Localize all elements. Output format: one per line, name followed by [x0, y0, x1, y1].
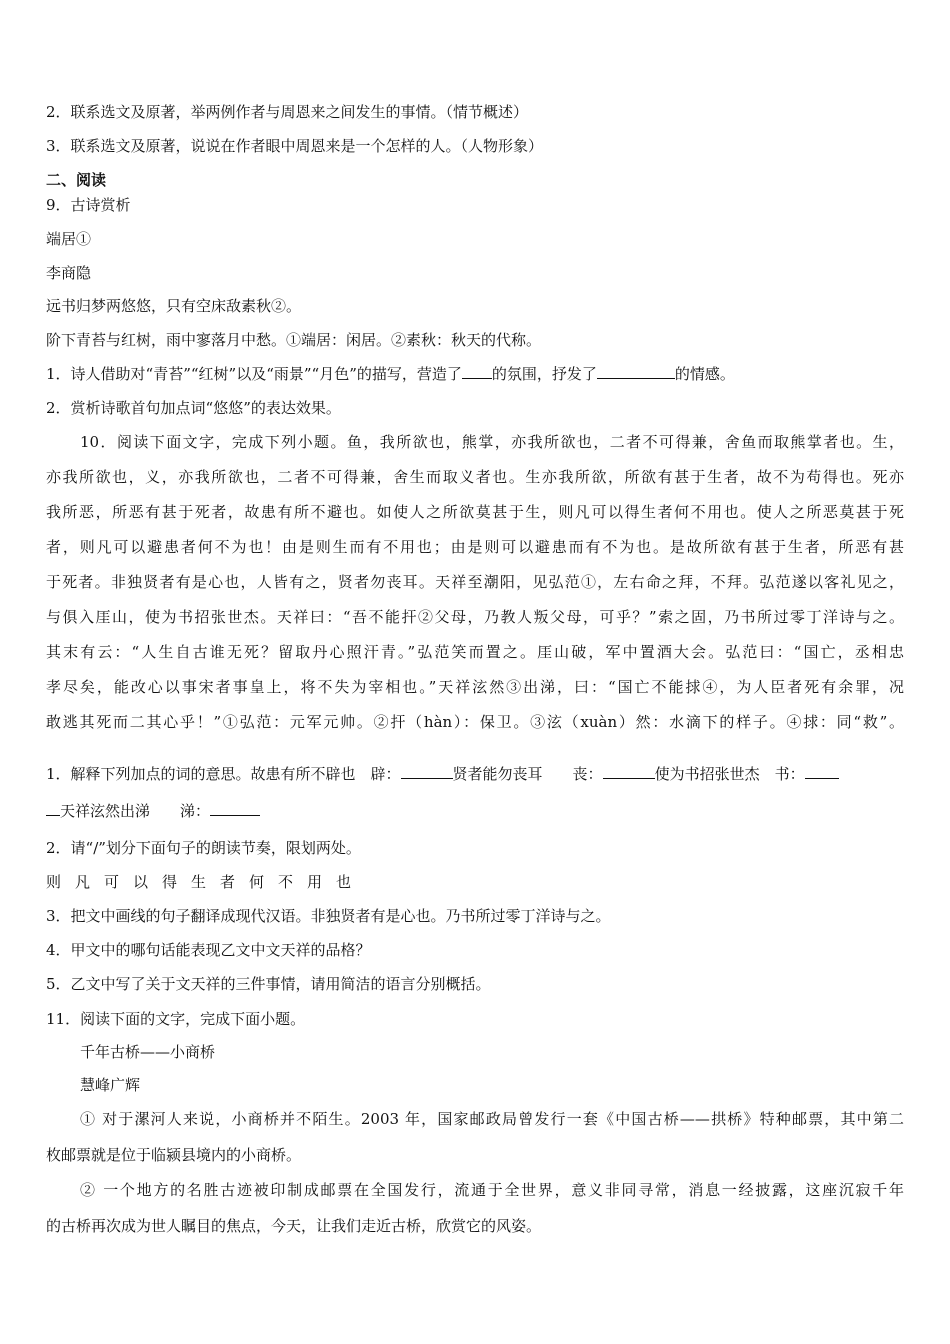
question-9-2: 2．赏析诗歌首句加点词“悠悠”的表达效果。 — [46, 399, 341, 417]
poem-author: 李商隐 — [46, 264, 92, 282]
article-author: 慧峰广辉 — [80, 1076, 141, 1094]
question-8-2: 2．联系选文及原著，举两例作者与周恩来之间发生的事情。（情节概述） — [46, 103, 529, 121]
q10-1-text-d: 天祥泫然出涕 涕： — [60, 802, 211, 820]
q9-1-text-c: 的情感。 — [674, 365, 735, 383]
answer-blank[interactable] — [603, 764, 655, 779]
answer-blank[interactable] — [46, 801, 60, 816]
passage-10-line: 于死者。非独贤者有是心也，人皆有之，贤者勿丧耳。天祥至潮阳，见弘范①，左右命之拜，不拜。弘范遂以客礼见之， — [46, 573, 904, 591]
answer-blank[interactable] — [401, 764, 453, 779]
section-heading-reading: 二、阅读 — [46, 171, 107, 189]
passage-10-line: 其末有云：“人生自古谁无死？留取丹心照汗青。”弘范笑而置之。厓山破，军中置酒大会。弘范曰：“国亡，丞相忠 — [46, 643, 904, 661]
article-title: 千年古桥——小商桥 — [80, 1043, 216, 1061]
passage-10-line: 亦我所欲也，义，亦我所欲也，二者不可得兼，舍生而取义者也。生亦我所欲，所欲有甚于生者，故不为苟得也。死亦 — [46, 468, 904, 486]
question-10-3: 3．把文中画线的句子翻译成现代汉语。非独贤者有是心也。乃书所过零丁洋诗与之。 — [46, 907, 611, 925]
passage-10-line: 孝尽矣，能改心以事宋者事皇上，将不失为宰相也。”天祥泫然③出涕，曰：“国亡不能捄④，为人臣者死有余罪，况 — [46, 678, 904, 696]
answer-blank[interactable] — [597, 364, 675, 379]
answer-blank[interactable] — [210, 801, 260, 816]
question-11-title: 11．阅读下面的文字，完成下面小题。 — [46, 1010, 306, 1028]
q9-1-text-a: 1．诗人借助对“青苔”“红树”以及“雨景”“月色”的描写，营造了 — [46, 365, 462, 383]
question-10-1 — [46, 764, 839, 784]
question-10-2-sentence: 则凡可以得生者何不用也 — [46, 873, 366, 891]
poem-line-2: 阶下青苔与红树，雨中寥落月中愁。①端居：闲居。②素秋：秋天的代称。 — [46, 331, 542, 349]
article-paragraph-1: ① 对于漯河人来说，小商桥并不陌生。2003 年，国家邮政局曾发行一套《中国古桥——拱桥》特种邮票，其中第二 — [80, 1110, 904, 1128]
article-paragraph-2-cont: 的古桥再次成为世人瞩目的焦点，今天，让我们走近古桥，欣赏它的风姿。 — [46, 1217, 542, 1235]
article-paragraph-1-cont: 枚邮票就是位于临颍县境内的小商桥。 — [46, 1146, 302, 1164]
question-9-1 — [46, 364, 735, 384]
q10-1-text-b: 贤者能勿丧耳 丧： — [452, 765, 603, 783]
answer-blank[interactable] — [462, 364, 492, 379]
passage-10-line: 敢逃其死而二其心乎！”①弘范：元军元帅。②扞（hàn）：保卫。③泫（xuàn）然：水滴下的样子。④捄：同“救”。 — [46, 713, 904, 731]
q10-1-text-a: 1．解释下列加点的词的意思。故患有所不辟也 辟： — [46, 765, 401, 783]
question-10-4: 4．甲文中的哪句话能表现乙文中文天祥的品格？ — [46, 941, 371, 959]
question-10-2: 2．请“/”划分下面句子的朗读节奏，限划两处。 — [46, 839, 361, 857]
passage-10-line: 10．阅读下面文字，完成下列小题。鱼，我所欲也，熊掌，亦我所欲也，二者不可得兼，舍鱼而取熊掌者也。生， — [80, 433, 904, 451]
poem-line-1: 远书归梦两悠悠，只有空床敌素秋②。 — [46, 297, 302, 315]
passage-10-line: 者，则凡可以避患者何不为也！由是则生而有不用也；由是则可以避患而有不为也。是故所欲有甚于生者，所恶有甚 — [46, 538, 904, 556]
q10-1-text-c: 使为书招张世杰 书： — [654, 765, 805, 783]
passage-10-line: 与俱入厓山，使为书招张世杰。天祥曰：“吾不能扞②父母，乃教人叛父母，可乎？”索之固，乃书所过零丁洋诗与之。 — [46, 608, 904, 626]
question-10-1-cont — [46, 801, 260, 821]
question-10-5: 5．乙文中写了关于文天祥的三件事情，请用简洁的语言分别概括。 — [46, 975, 491, 993]
answer-blank[interactable] — [805, 764, 839, 779]
article-paragraph-2: ② 一个地方的名胜古迹被印制成邮票在全国发行，流通于全世界，意义非同寻常，消息一经披露，这座沉寂千年 — [80, 1181, 904, 1199]
passage-10-line: 我所恶，所恶有甚于死者，故患有所不避也。如使人之所欲莫甚于生，则凡可以得生者何不用也。使人之所恶莫甚于死 — [46, 503, 904, 521]
poem-title: 端居① — [46, 230, 92, 248]
q9-1-text-b: 的氛围，抒发了 — [491, 365, 597, 383]
question-8-3: 3．联系选文及原著，说说在作者眼中周恩来是一个怎样的人。（人物形象） — [46, 137, 544, 155]
question-9-title: 9．古诗赏析 — [46, 196, 131, 214]
